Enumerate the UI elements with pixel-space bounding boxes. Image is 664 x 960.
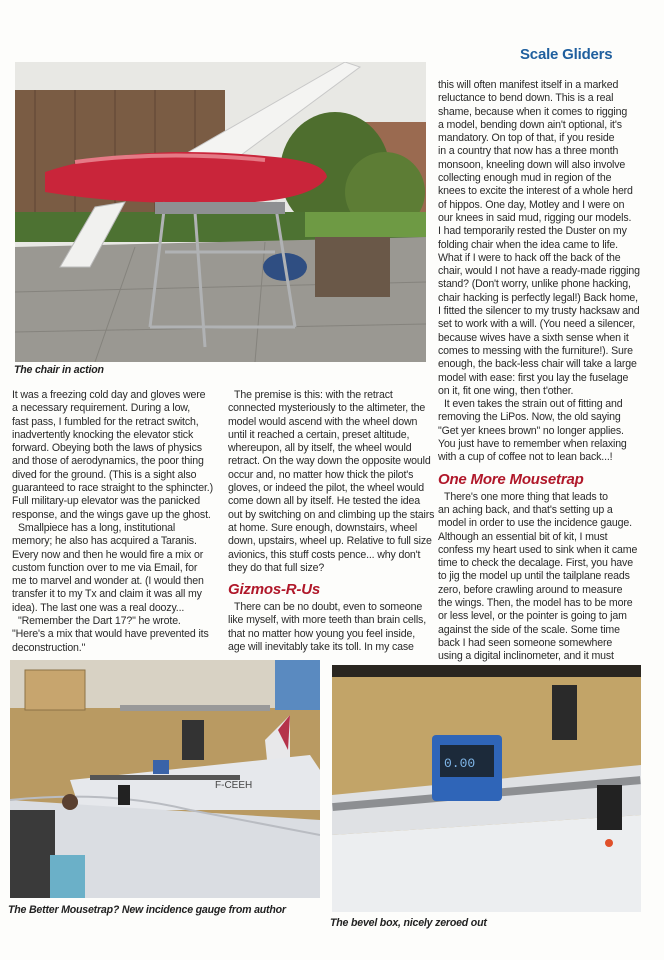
registration-text: F-CEEH [215,780,253,791]
paragraph [12,389,224,522]
text-line: I fitted the silencer to my trusty hacksaw and [438,305,640,318]
text-line: against the side of the scale. Some time [438,623,620,636]
photo-chair-in-action [15,62,426,362]
text-line: at home. Sure enough, downstairs, wheel [228,521,418,534]
text-line: gloves, or indeed the pilot, the wheel would [228,482,424,495]
text-line: enough, the back-less chair will take a large [438,358,637,371]
text-line: What if I were to hack off the back of the [438,251,621,264]
text-line: mandatory. On top of that, if you reside [438,132,615,145]
text-line: connected mysteriously to the altimeter, the [228,402,426,415]
article-column-3 [438,79,653,663]
text-line: with a cup of coffee not to lean back...! [438,451,613,464]
text-line: the wings. Then, the model has to be more [438,596,633,609]
paragraph [12,522,224,615]
paragraph [438,491,653,664]
text-line: comes to messing with the furniture!). Sure [438,344,633,357]
text-line: like myself, with more teeth than brain cells, [228,614,426,627]
text-line: model with ease: first you lay the fuselage [438,371,629,384]
paragraph [228,601,434,654]
text-line: deconstruction." [12,641,86,654]
text-line: zero, before crawling around to measure [438,583,623,596]
text-line: to jig the model up until the tailplane reads [438,570,630,583]
text-line: "Remember the Dart 17?" he wrote. [18,615,181,628]
text-line: monsoon, kneeling down will also involve [438,158,626,171]
photo-caption-bottom-right: The bevel box, nicely zeroed out [330,917,487,929]
text-line: chair hacking is perfectly legal!) Back home, [438,291,638,304]
text-line: response, and the wings gave up the ghost. [12,508,211,521]
photo-bevel-box [332,665,641,912]
text-line: folding chair when the idea came to life. [438,238,618,251]
text-line: knees to excite the interest of a whole herd [438,185,633,198]
text-line: out by switching on and climbing up the stairs [228,508,435,521]
text-line: removing the LiPos. Now, the old saying [438,411,621,424]
text-line: chair, would I not have a ready-made rigging [438,265,640,278]
text-line: age will inevitably take its toll. In my case [228,641,414,654]
paragraph [438,79,653,398]
text-line: set to work with a will. (You need a silencer, [438,318,636,331]
subheading: One More Mousetrap [438,470,584,488]
photo-caption-bottom-left: The Better Mousetrap? New incidence gauge from author [8,904,286,916]
text-line: Although an essential bit of kit, I must [438,530,608,543]
paragraph [438,398,653,464]
text-line: "Here's a mix that would have prevented its [12,628,209,641]
text-line: an aching back, and that's setting up a [438,503,613,516]
text-line: a model, bending down ain't optional, it's [438,118,622,131]
text-line: whereupon, all by itself, the wheel would [228,442,412,455]
text-line: back I had seen someone somewhere [438,636,613,649]
text-line: dived for the ground. (This is a sight also [12,468,197,481]
text-line: "Get yer knees brown" no longer applies. [438,424,624,437]
text-line: fast pass, I fumbled for the retract switch, [12,415,199,428]
text-line: they do that full size? [228,561,325,574]
text-line: occur and, no matter how thick the pilot's [228,468,414,481]
text-line: idea). The last one was a real doozy... [12,601,185,614]
section-title: Scale Gliders [520,46,613,63]
text-line: reluctance to bend down. This is a real [438,92,614,105]
article-column-2 [228,389,434,654]
text-line: custom function over to me via Email, for [12,561,198,574]
paragraph [228,389,434,575]
text-line: a necessary requirement. During a low, [12,402,191,415]
text-line: inadvertently knocking the elevator stick [12,428,194,441]
text-line: collecting enough mud in region of the [438,172,612,185]
text-line: Smallpiece has a long, institutional [18,521,176,534]
text-line: stand? (Don't worry, unlike phone hacking, [438,278,631,291]
text-line: using a digital inclinometer, and it must [438,650,614,663]
text-line: There's one more thing that leads to [444,490,608,503]
text-line: come down all by itself. He tested the idea [228,495,420,508]
text-line: forward. Obeying both the laws of physics [12,442,202,455]
text-line: down, upstairs, wheel up. Relative to full size [228,535,432,548]
text-line: in a country that now has a three month [438,145,619,158]
text-line: on it, fit one wing, then t'other. [438,384,574,397]
article-column-1 [12,389,224,655]
text-line: memory; he also has acquired a Taranis. [12,535,197,548]
text-line: model in order to use the incidence gauge. [438,517,632,530]
text-line: time to check the decalage. First, you have [438,557,633,570]
text-line: this will often manifest itself in a marked [438,79,619,91]
text-line: The premise is this: with the retract [234,389,393,401]
text-line: because wives have a sixth sense when it [438,331,629,344]
text-line: It was a freezing cold day and gloves were [12,389,206,401]
photo-incidence-gauge [10,660,320,898]
photo-caption-top: The chair in action [14,364,104,376]
text-line: that no matter how young you feel inside, [228,627,416,640]
text-line: There can be no doubt, even to someone [234,601,423,614]
text-line: until it reached a certain, preset altitude, [228,428,410,441]
paragraph [12,615,224,655]
text-line: me to marvel and wonder at. (I would then [12,575,204,588]
text-line: avionics, this stuff costs pence... why don't [228,548,421,561]
text-line: transfer it to my Tx and claim it was all my [12,588,202,601]
text-line: our knees in said mud, rigging our models. [438,211,632,224]
text-line: of hippos. One day, Motley and I were on [438,198,625,211]
inclinometer-display: 0.00 [444,756,476,771]
subheading: Gizmos-R-Us [228,581,320,599]
text-line: shame, because when it comes to rigging [438,105,628,118]
text-line: retract. On the way down the opposite would [228,455,431,468]
text-line: You just have to remember when relaxing [438,438,627,451]
text-line: I had temporarily rested the Duster on my [438,225,627,238]
text-line: and those of aerodynamics, the poor thing [12,455,204,468]
text-line: guaranteed to race straight to the sphincter.) [12,482,213,495]
text-line: It even takes the strain out of fitting and [444,398,623,411]
text-line: Every now and then he would fire a mix or [12,548,204,561]
text-line: Full military-up elevator was the panicked [12,495,201,508]
text-line: confess my heart used to sink when it came [438,543,638,556]
text-line: or less level, or the pointer is going to jam [438,610,627,623]
text-line: model would ascend with the wheel down [228,415,418,428]
